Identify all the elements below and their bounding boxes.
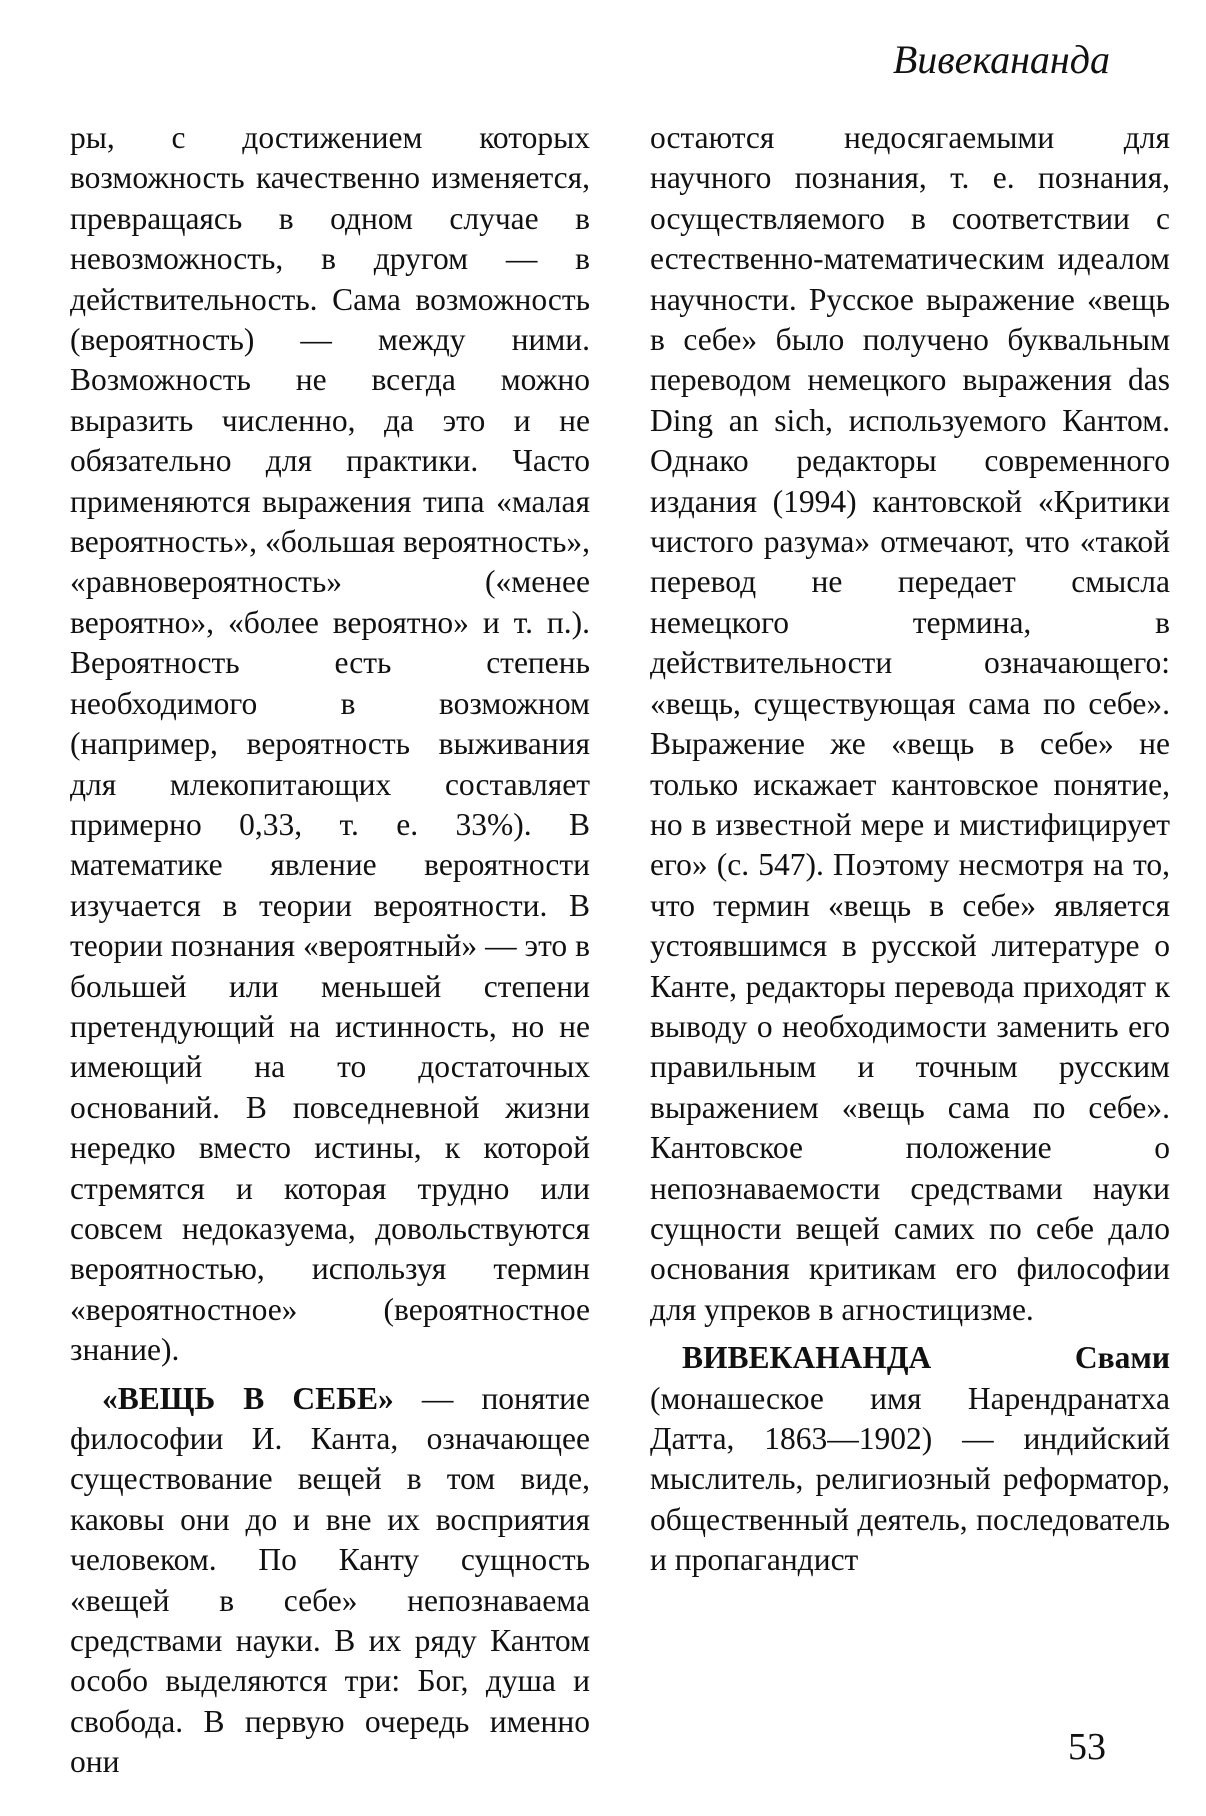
paragraph-probability: ры, с достижением которых возможность качественно изменяется, превращаясь в одном случае в невозможность, в другом — в действительность. Сама возможность (вероятность) — между ними. Возможность не всегда можно выразить численно, да это и не обязательно для практики. Часто применяются выражения типа «малая вероятность», «большая вероятность», «равновероятность» («менее вероятно», «более вероятно» и т. п.). Вероятность есть степень необходимого в возможном (например, вероятность выживания для млекопитающих составляет примерно 0,33, т. е. 33%). В математике явление вероятности изучается в теории вероятности. В теории познания «вероятный» — это в большей или меньшей степени претендующий на истинность, но не имеющий на то достаточных оснований. В повседневной жизни нередко вместо истины, к которой стремятся и которая трудно или совсем недоказуема, довольствуются вероятностью, используя термин «вероятностное» (вероятностное знание). <box>70 120 590 1368</box>
entry-thing-in-itself <box>70 1379 590 1783</box>
entry-definition: (монашеское имя Нарендранатха Датта, 1863—1902) — индийский мыслитель, религиозный реформатор, общественный деятель, последователь и пропагандист <box>650 1380 1170 1578</box>
entry-vivekananda <box>650 1338 1170 1580</box>
left-column <box>70 118 590 1783</box>
paragraph-thing-in-itself-continued: остаются недосягаемыми для научного познания, т. е. познания, осуществляемого в соответствии с естественно-математическим идеалом научности. Русское выражение «вещь в себе» было получено буквальным переводом немецкого выражения das Ding an sich, используемого Кантом. Однако редакторы современного издания (1994) кантовской «Критики чистого разума» отмечают, что «такой перевод не передает смысла немецкого термина, в действительности означающего: «вещь, существующая сама по себе». Выражение же «вещь в себе» не только искажает кантовское понятие, но в известной мере и мистифицирует его» (с. 547). Поэтому несмотря на то, что термин «вещь в себе» является устоявшимся в русской литературе о Канте, редакторы перевода приходят к выводу о необходимости заменить его правильным и точным русским выражением «вещь сама по себе». Кантовское положение о непознаваемости средствами науки сущности вещей самих по себе дало основания критикам его философии для упреков в агностицизме. <box>650 120 1170 1327</box>
entry-term: ВИВЕКАНАНДА Свами <box>682 1340 1170 1376</box>
running-head: Вивекананда <box>892 37 1110 82</box>
page-number: 53 <box>1068 1726 1106 1768</box>
entry-term: «ВЕЩЬ В СЕБЕ» <box>102 1380 394 1416</box>
entry-definition: — понятие философии И. Канта, означающее существование вещей в том виде, каковы они до и вне их восприятия человеком. По Канту сущность «вещей в себе» непознаваема средствами науки. В их ряду Кантом особо выделяются три: Бог, душа и свобода. В первую очередь именно они <box>70 1380 591 1780</box>
right-column <box>650 118 1170 1581</box>
